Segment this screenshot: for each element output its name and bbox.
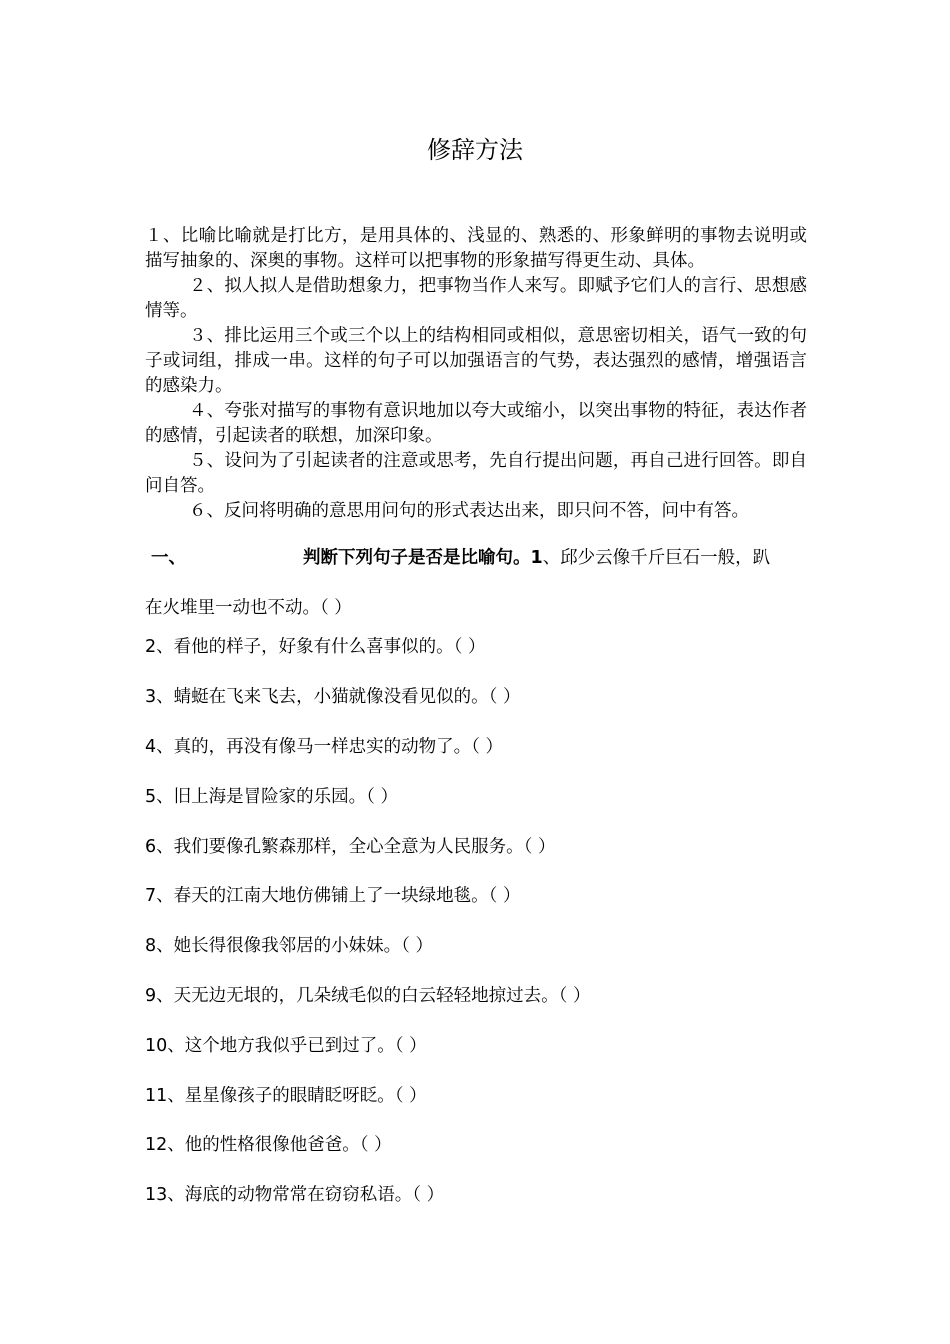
question-item — [145, 635, 807, 660]
section-heading: 判断下列句子是否是比喻句。 — [303, 548, 531, 568]
method-personification: ２、拟人拟人是借助想象力，把事物当作人来写。即赋予它们人的言行、思想感情等。 — [145, 276, 807, 321]
question-number: 12 — [145, 1135, 168, 1155]
page-title: 修辞方法 — [427, 136, 523, 164]
question-text: 、我们要像孔繁森那样，全心全意为人民服务。（ ） — [156, 837, 556, 857]
question-item — [145, 1133, 807, 1158]
method-reverse-question: ６、反问将明确的意思用问句的形式表达出来，即只问不答，问中有答。 — [189, 501, 749, 521]
question-number: 9 — [145, 986, 157, 1006]
section-number: 一、 — [151, 548, 186, 568]
question-text: 、天无边无垠的，几朵绒毛似的白云轻轻地掠过去。（ ） — [156, 986, 591, 1006]
question-number: 7 — [145, 886, 157, 906]
question-number: 13 — [145, 1185, 168, 1205]
method-rhetorical-question: ５、设问为了引起读者的注意或思考，先自行提出问题，再自己进行回答。即自问自答。 — [145, 451, 807, 496]
question-number: 4 — [145, 737, 157, 757]
question-item — [145, 785, 807, 810]
question-item — [145, 1034, 807, 1059]
question-item — [145, 1084, 807, 1109]
question-text-continued: 在火堆里一动也不动。（ ） — [145, 598, 352, 618]
method-hyperbole: ４、夸张对描写的事物有意识地加以夸大或缩小，以突出事物的特征，表达作者的感情，引起读者的联想，加深印象。 — [145, 401, 807, 446]
question-item — [145, 735, 807, 760]
question-text: 、邱少云像千斤巨石一般，趴 — [542, 548, 771, 568]
question-text: 、这个地方我似乎已到过了。（ ） — [167, 1036, 427, 1056]
question-text: 、真的，再没有像马一样忠实的动物了。（ ） — [156, 737, 503, 757]
question-number: 10 — [145, 1036, 168, 1056]
rhetoric-methods-list — [145, 224, 807, 524]
question-text: 、他的性格很像他爸爸。（ ） — [167, 1135, 392, 1155]
question-text: 、海底的动物常常在窃窃私语。（ ） — [167, 1185, 445, 1205]
question-number: 3 — [145, 687, 157, 707]
question-number: 1 — [530, 548, 543, 568]
question-item — [145, 1183, 807, 1208]
question-item — [145, 984, 807, 1009]
question-text: 、看他的样子，好象有什么喜事似的。（ ） — [156, 637, 486, 657]
question-item — [145, 685, 807, 710]
question-number: 2 — [145, 637, 157, 657]
method-parallelism: ３、排比运用三个或三个以上的结构相同或相似，意思密切相关，语气一致的句子或词组，排成一串。这样的句子可以加强语言的气势，表达强烈的感情，增强语言的感染力。 — [145, 326, 807, 396]
question-number: 11 — [145, 1086, 168, 1106]
question-number: 6 — [145, 837, 157, 857]
question-number: 5 — [145, 787, 157, 807]
question-text: 、春天的江南大地仿佛铺上了一块绿地毯。（ ） — [156, 886, 521, 906]
question-text: 、星星像孩子的眼睛眨呀眨。（ ） — [167, 1086, 427, 1106]
method-metaphor: １、比喻比喻就是打比方，是用具体的、浅显的、熟悉的、形象鲜明的事物去说明或描写抽象的、深奥的事物。这样可以把事物的形象描写得更生动、具体。 — [145, 226, 807, 271]
question-item — [145, 835, 807, 860]
question-number: 8 — [145, 936, 157, 956]
question-item — [145, 884, 807, 909]
question-text: 、她长得很像我邻居的小妹妹。（ ） — [156, 936, 433, 956]
question-text: 、旧上海是冒险家的乐园。（ ） — [156, 787, 398, 807]
question-text: 、蜻蜓在飞来飞去，小猫就像没看见似的。（ ） — [156, 687, 521, 707]
question-item — [145, 934, 807, 959]
exercise-section — [145, 546, 807, 621]
